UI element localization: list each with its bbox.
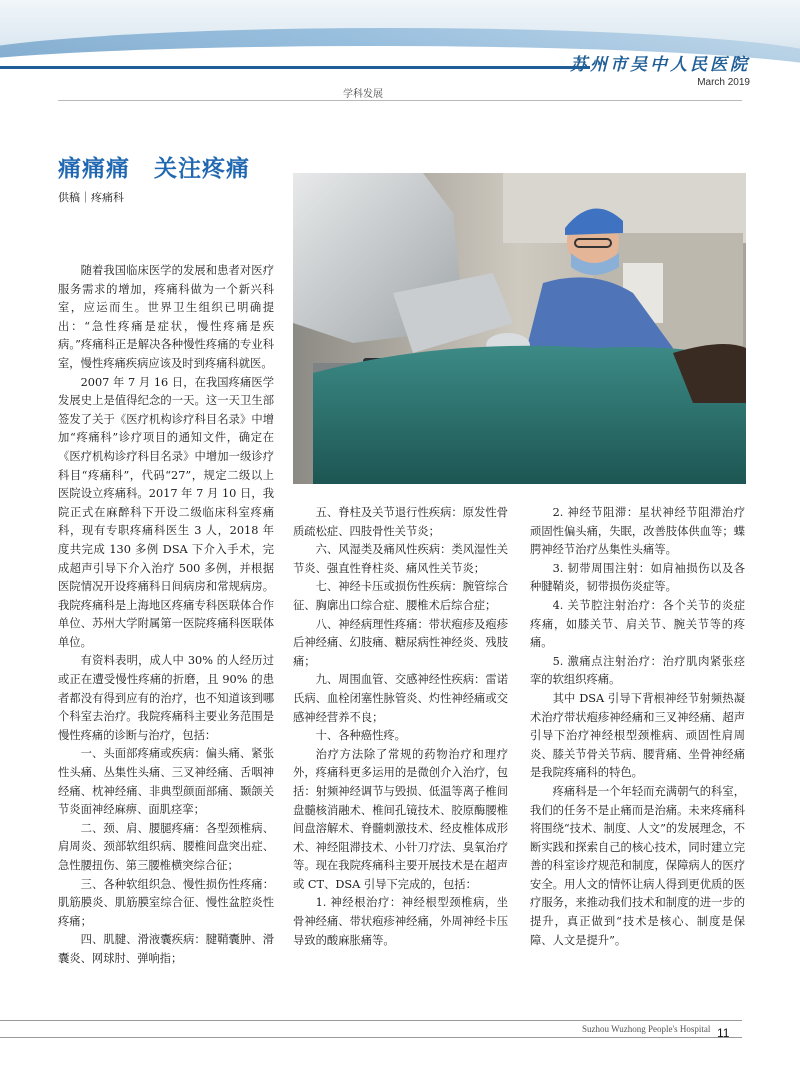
page-number: 11	[717, 1026, 730, 1040]
article-photo	[293, 173, 746, 484]
paragraph: 疼痛科是一个年轻而充满朝气的科室，我们的任务不是止痛而是治痛。未来疼痛科将围绕“技术、制度、人文”的发展理念，不断实践和探索自己的核心技术，同时建立完善的科室诊疗规范和制度，保障病人的医疗安全。用人文的情怀让病人得到更优质的医疗服务，来推动我们技术和制度的进一步的提升，真正做到“技术是核心、制度是保障、人文是提升”。	[530, 784, 745, 947]
paragraph: 九、周围血管、交感神经性疾病：雷诺氏病、血栓闭塞性脉管炎、灼性神经痛或交感神经营养不良；	[293, 673, 508, 724]
paragraph: 五、脊柱及关节退行性疾病：原发性骨质疏松症、四肢骨性关节炎；	[293, 506, 508, 538]
article-byline: 供稿｜疼痛科	[58, 191, 124, 204]
footer-rule	[0, 1020, 742, 1021]
hospital-name: 苏州市吴中人民医院	[570, 55, 750, 75]
footer-journal: Suzhou Wuzhong People's Hospital	[582, 1024, 711, 1034]
paragraph: 1. 神经根治疗：神经根型颈椎病，坐骨神经痛、带状疱疹神经痛，外周神经卡压导致的酸麻胀痛等。	[293, 896, 508, 947]
paragraph: 有资料表明，成人中 30% 的人经历过或正在遭受慢性疼痛的折磨，且 90% 的患者都没有得到应有的治疗，也不知道该到哪个科室去治疗。我院疼痛科主要业务范围是慢性疼痛的诊断与治疗，包括：	[58, 654, 274, 742]
paragraph: 四、肌腱、滑液囊疾病：腱鞘囊肿、滑囊炎、网球肘、弹响指；	[58, 933, 274, 965]
paragraph: 六、风湿类及痛风性疾病：类风湿性关节炎、强直性脊柱炎、痛风性关节炎；	[293, 543, 508, 575]
paragraph: 5. 激痛点注射治疗：治疗肌肉紧张痉挛的软组织疼痛。	[530, 654, 745, 687]
paragraph: 一、头面部疼痛或疾病：偏头痛、紧张性头痛、丛集性头痛、三叉神经痛、舌咽神经痛、枕神经痛、非典型颜面部痛、颞颌关节炎面神经麻痹、面肌痉挛；	[58, 747, 274, 817]
paragraph: 随着我国临床医学的发展和患者对医疗服务需求的增加，疼痛科做为一个新兴科室，应运而生。世界卫生组织已明确提出：“急性疼痛是症状，慢性疼痛是疾病。”疼痛科正是解决各种慢性疼痛的专业科室，慢性疼痛疾病应该及时到疼痛科就医。	[58, 264, 274, 370]
procedure-illustration	[293, 173, 746, 484]
footer-rule-lower	[0, 1037, 742, 1038]
paragraph: 其中 DSA 引导下背根神经节射频热凝术治疗带状疱疹神经痛和三叉神经痛、超声引导下治疗神经根型颈椎病、顽固性肩周炎、膝关节骨关节病、腰背痛、坐骨神经痛是我院疼痛科的特色。	[530, 691, 745, 780]
article-column-2	[293, 504, 508, 950]
paragraph: 2. 神经节阻滞：星状神经节阻滞治疗顽固性偏头痛，失眠，改善肢体供血等；蝶腭神经节治疗丛集性头痛等。	[530, 506, 745, 557]
issue-date: March 2019	[697, 77, 750, 88]
article-column-3	[530, 504, 745, 950]
paragraph: 3. 韧带周围注射：如肩袖损伤以及各种腱鞘炎，韧带损伤炎症等。	[530, 561, 745, 594]
paragraph: 4. 关节腔注射治疗：各个关节的炎症疼痛，如膝关节、肩关节、腕关节等的疼痛。	[530, 598, 745, 650]
article-column-1	[58, 262, 274, 969]
paragraph: 治疗方法除了常规的药物治疗和理疗外，疼痛科更多运用的是微创介入治疗，包括：射频神经调节与毁损、低温等离子椎间盘髓核消融术、椎间孔镜技术、胶原酶腰椎间盘溶解术、脊髓刺激技术、经皮椎体成形术、神经阻滞技术、小针刀疗法、臭氧治疗等。现在我院疼痛科主要开展技术是在超声或 CT、DSA 引导下完成的，包括：	[293, 747, 508, 891]
article-title: 痛痛痛 关注疼痛	[58, 156, 250, 182]
header-rule	[0, 66, 590, 69]
paragraph: 十、各种癌性疼。	[315, 729, 406, 743]
section-rule	[58, 100, 742, 101]
paragraph: 三、各种软组织急、慢性损伤性疼痛：肌筋膜炎、肌筋膜室综合征、慢性盆腔炎性疼痛；	[58, 877, 274, 928]
paragraph: 八、神经病理性疼痛：带状疱疹及疱疹后神经痛、幻肢痛、糖尿病性神经炎、残肢痛；	[293, 617, 508, 668]
ceiling	[503, 173, 746, 243]
paragraph: 七、神经卡压或损伤性疾病：腕管综合征、胸廓出口综合症、腰椎术后综合症；	[293, 580, 508, 612]
paragraph: 2007 年 7 月 16 日，在我国疼痛医学发展史上是值得纪念的一天。这一天卫生部签发了关于《医疗机构诊疗科目名录》中增加“疼痛科”诊疗项目的通知文件，确定在《医疗机构诊疗科目名录》中增加一级诊疗科目“疼痛科”，代码“27”，规定二级以上医院设立疼痛科。2017 年 7 月 10 日，我院正式在麻醉科下开设二级临床科室疼痛科，现有专职疼痛科医生 3 人，2018 年度共完成 130 多例 DSA 下介入手术，完成超声引导下介入治疗 500 多例，并根据医院情况开设疼痛科日间病房和常规病房。我院疼痛科是上海地区疼痛专科医联体合作单位、苏州大学附属第一医院疼痛科医联体单位。	[58, 375, 274, 649]
section-label: 学科发展	[343, 89, 383, 100]
paragraph: 二、颈、肩、腰腿疼痛：各型颈椎病、肩周炎、颈部软组织病、腰椎间盘突出症、急性腰扭伤、第三腰椎横突综合征；	[58, 821, 274, 872]
